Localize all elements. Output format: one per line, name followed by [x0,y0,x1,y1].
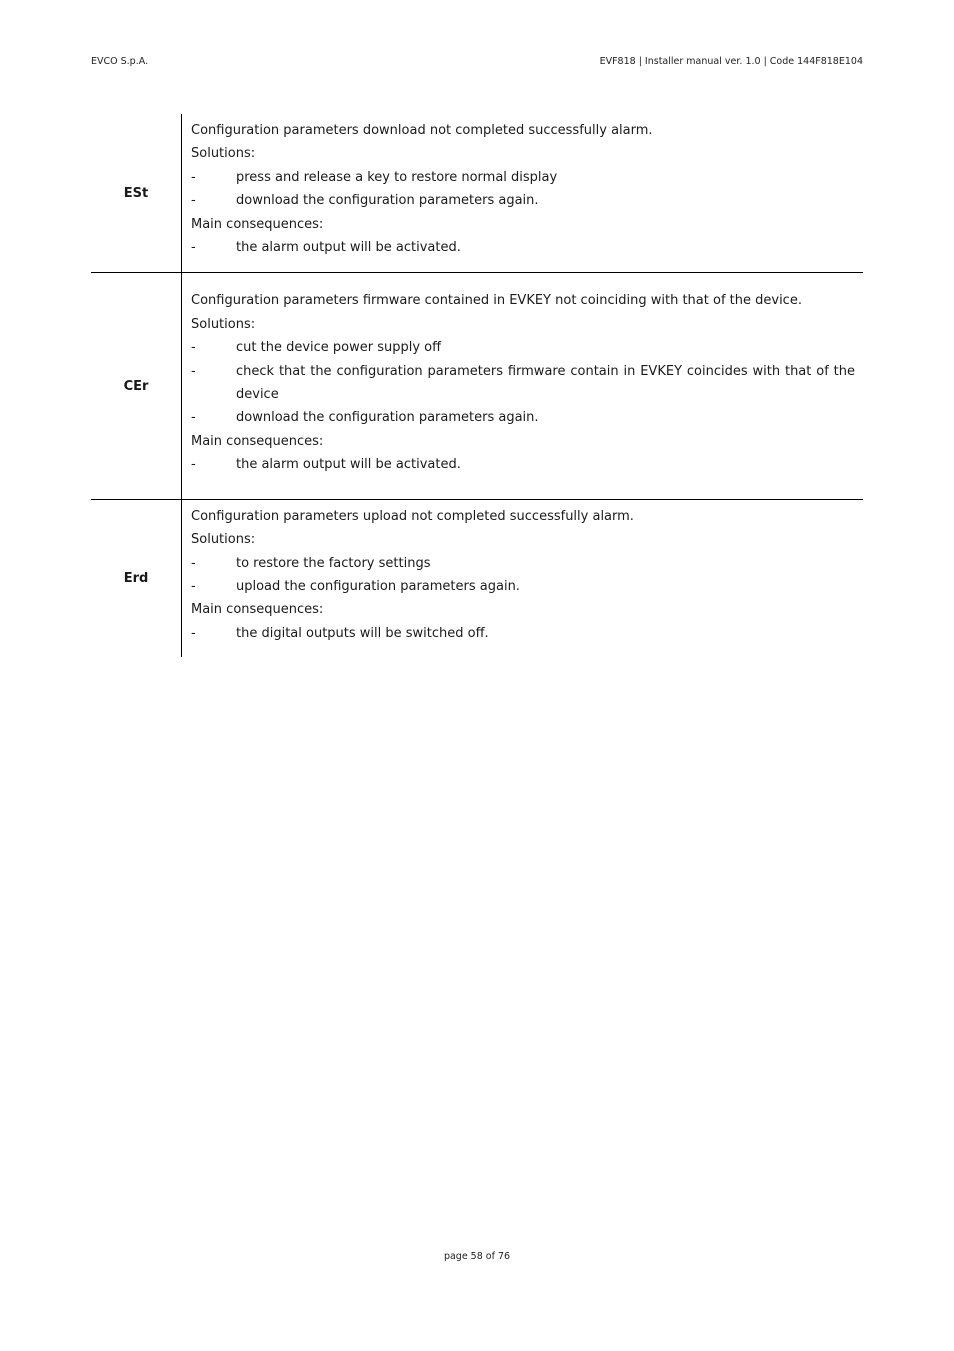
alarm-row-est [91,114,863,272]
solution-item [191,166,855,189]
solution-text: check that the configuration parameters firmware contain in EVKEY coincides with that of the device [236,363,855,403]
solution-text: cut the device power supply off [236,340,442,356]
alarm-description-cell [181,114,863,272]
solution-item [191,360,855,407]
bullet-dash: - [191,340,196,356]
bullet-dash: - [191,169,196,185]
alarm-description: Configuration parameters download not completed successfully alarm. [191,123,653,138]
alarm-code: CEr [123,378,149,394]
alarm-description-cell [181,273,863,498]
consequence-text: the digital outputs will be switched off. [236,625,489,641]
alarm-row-erd [91,499,863,657]
bullet-dash: - [191,240,196,256]
consequence-item [191,453,855,476]
bullet-dash: - [191,363,196,379]
consequence-text: the alarm output will be activated. [236,240,461,256]
page-number: page 58 of 76 [443,1251,511,1262]
consequences-label: Main consequences: [191,216,324,232]
consequence-item [191,622,855,645]
bullet-dash: - [191,578,196,594]
alarm-code: ESt [123,185,149,201]
consequences-label: Main consequences: [191,602,324,618]
alarm-description: Configuration parameters upload not completed successfully alarm. [191,508,634,524]
solution-text: to restore the factory settings [236,555,431,571]
bullet-dash: - [191,555,196,571]
solution-text: download the configuration parameters again. [236,193,539,209]
consequences-label: Main consequences: [191,433,324,449]
solution-item [191,336,855,359]
header-document-info: EVF818 | Installer manual ver. 1.0 | Code 144F818E104 [599,56,863,67]
solution-item [191,552,855,575]
solution-item [191,406,855,429]
bullet-dash: - [191,410,196,426]
bullet-dash: - [191,625,196,641]
solutions-label: Solutions: [191,532,256,548]
alarm-row-cer [91,272,863,498]
solution-text: upload the configuration parameters again. [236,578,520,594]
bullet-dash: - [191,457,196,473]
consequence-text: the alarm output will be activated. [236,457,461,473]
header-company: EVCO S.p.A. [91,56,149,67]
consequence-item [191,236,855,259]
solution-text: press and release a key to restore normal display [236,169,558,185]
solution-item [191,189,855,212]
solutions-label: Solutions: [191,316,256,332]
alarm-description-cell [181,500,863,657]
solution-item [191,575,855,598]
solutions-label: Solutions: [191,146,256,162]
alarm-code: Erd [123,570,149,586]
bullet-dash: - [191,193,196,209]
alarm-table [91,114,863,657]
solution-text: download the configuration parameters again. [236,410,539,426]
alarm-description: Configuration parameters firmware contained in EVKEY not coinciding with that of the device. [191,293,802,309]
